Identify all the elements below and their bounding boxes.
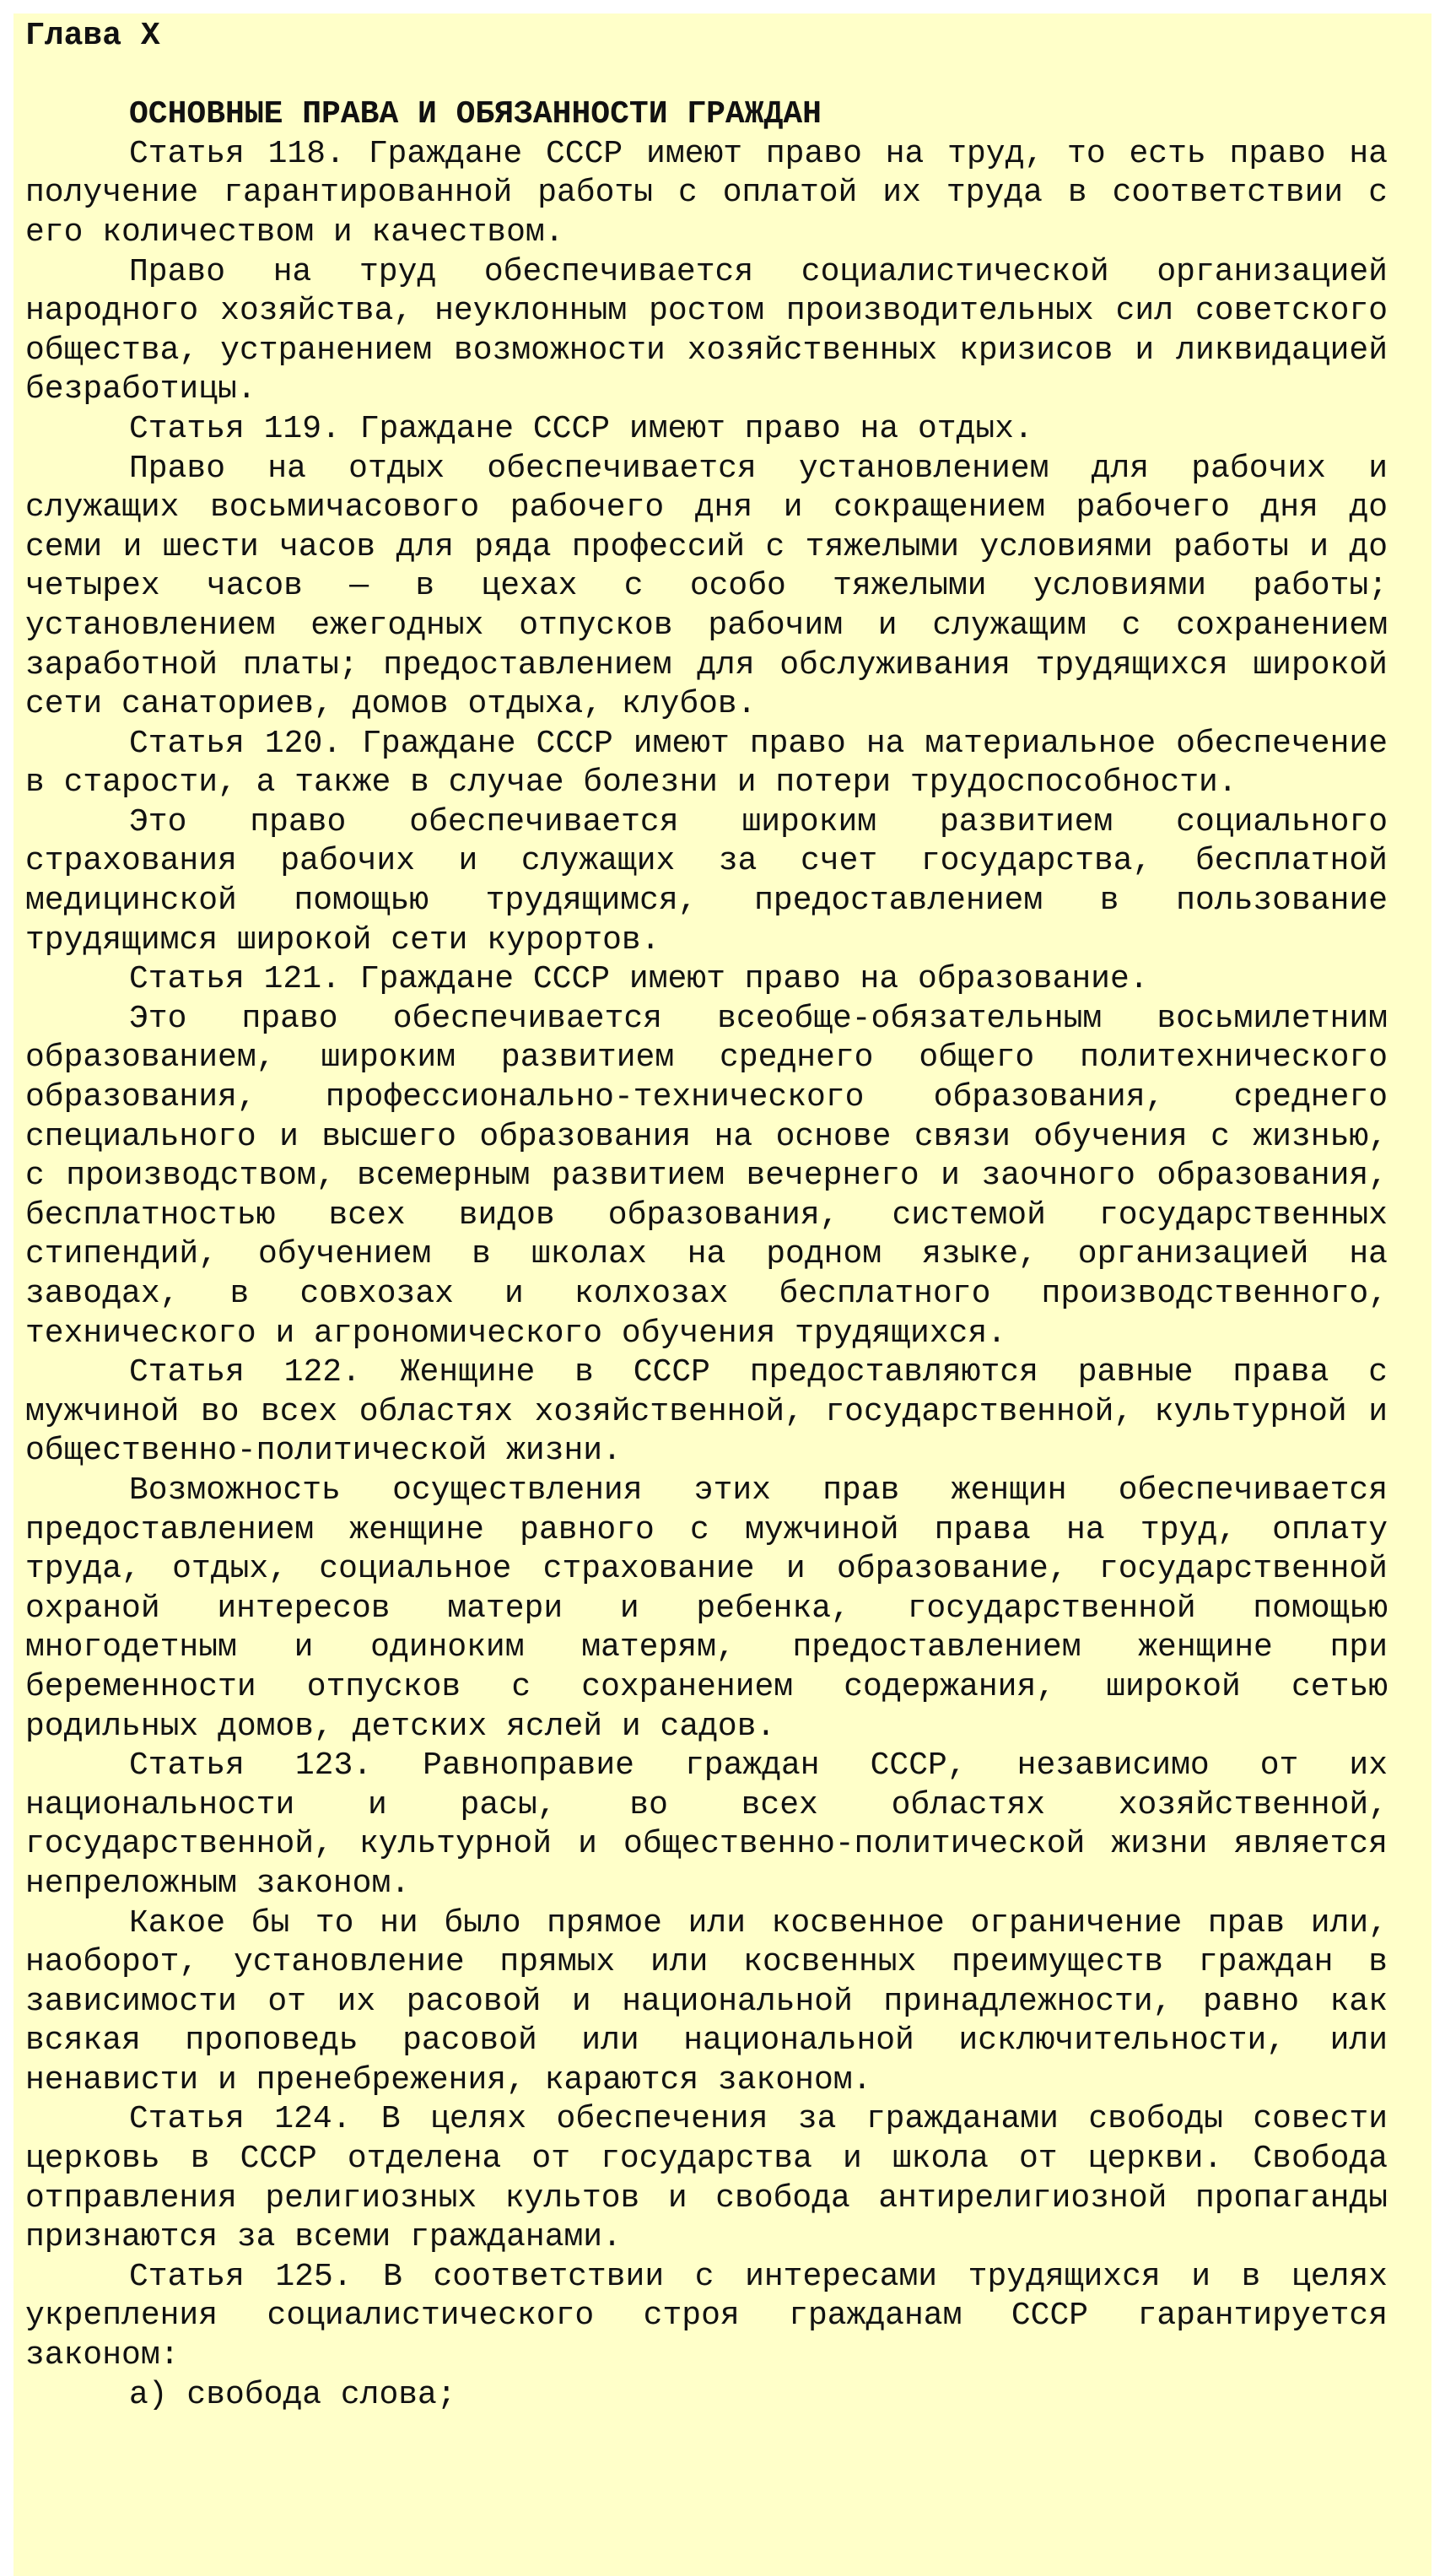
paragraph: Статья 125. В соответствии с интересами трудящихся и в целях укрепления социалистического строя гражданам СССР гарантируется законом: (25, 2258, 1388, 2374)
paragraph: Право на труд обеспечивается социалистической организацией народного хозяйства, неуклонным ростом производительных сил советского общества, устранением возможности хозяйственных кризисов и ликвидацией безработицы. (25, 253, 1388, 408)
section-title: ОСНОВНЫЕ ПРАВА И ОБЯЗАННОСТИ ГРАЖДАН (129, 96, 822, 133)
paragraph: Возможность осуществления этих прав женщин обеспечивается предоставлением женщине равного с мужчиной права на труд, оплату труда, отдых, социальное страхование и образование, государственной охраной интересов матери и ребенка, государственной помощью многодетным и одиноким матерям, предоставлением женщине при беременности отпусков с сохранением содержания, широкой сетью родильных домов, детских яслей и садов. (25, 1472, 1388, 1745)
paragraph: Статья 124. В целях обеспечения за гражданами свободы совести церковь в СССР отделена от государства и школа от церкви. Свобода отправления религиозных культов и свобода антирелигиозной пропаганды признаются за всеми гражданами. (25, 2101, 1388, 2256)
paragraph: Статья 118. Граждане СССР имеют право на труд, то есть право на получение гарантированной работы с оплатой их труда в соответствии с его количеством и качеством. (25, 135, 1388, 251)
paragraph: Это право обеспечивается всеобще-обязательным восьмилетним образованием, широким развитием среднего общего политехнического образования, профессионально-технического образования, среднего специального и высшего образования на основе связи обучения с жизнью, с производством, всемерным развитием вечернего и заочного образования, бесплатностью всех видов образования, системой государственных стипендий, обучением в школах на родном языке, организацией на заводах, в совхозах и колхозах бесплатного производственного, технического и агрономического обучения трудящихся. (25, 1000, 1388, 1352)
paragraph: Статья 120. Граждане СССР имеют право на материальное обеспечение в старости, а также в случае болезни и потери трудоспособности. (25, 725, 1388, 802)
paragraph: Какое бы то ни было прямое или косвенное ограничение прав или, наоборот, установление прямых или косвенных преимуществ граждан в зависимости от их расовой и национальной принадлежности, равно как всякая проповедь расовой или национальной исключительности, или ненависти и пренебрежения, караются законом. (25, 1904, 1388, 2098)
paragraph: Статья 121. Граждане СССР имеют право на образование. (129, 961, 1149, 998)
paragraph: Статья 123. Равноправие граждан СССР, независимо от их национальности и расы, во всех областях хозяйственной, государственной, культурной и общественно-политической жизни является непреложным законом. (25, 1747, 1388, 1902)
chapter-heading: Глава X (25, 18, 160, 54)
paragraph: Право на отдых обеспечивается установлением для рабочих и служащих восьмичасового рабочего дня и сокращением рабочего дня до семи и шести часов для ряда профессий с тяжелыми условиями работы и до четырех часов — в цехах с особо тяжелыми условиями работы; установлением ежегодных отпусков рабочим и служащим с сохранением заработной платы; предоставлением для обслуживания трудящихся широкой сети санаториев, домов отдыха, клубов. (25, 450, 1388, 723)
paragraph: Статья 122. Женщине в СССР предоставляются равные права с мужчиной во всех областях хозяйственной, государственной, культурной и общественно-политической жизни. (25, 1354, 1388, 1470)
document-page (13, 14, 1432, 2576)
list-item: а) свобода слова; (129, 2376, 456, 2413)
paragraph: Статья 119. Граждане СССР имеют право на отдых. (129, 410, 1033, 447)
paragraph: Это право обеспечивается широким развитием социального страхования рабочих и служащих за счет государства, бесплатной медицинской помощью трудящимся, предоставлением в пользование трудящимся широкой сети курортов. (25, 803, 1388, 959)
